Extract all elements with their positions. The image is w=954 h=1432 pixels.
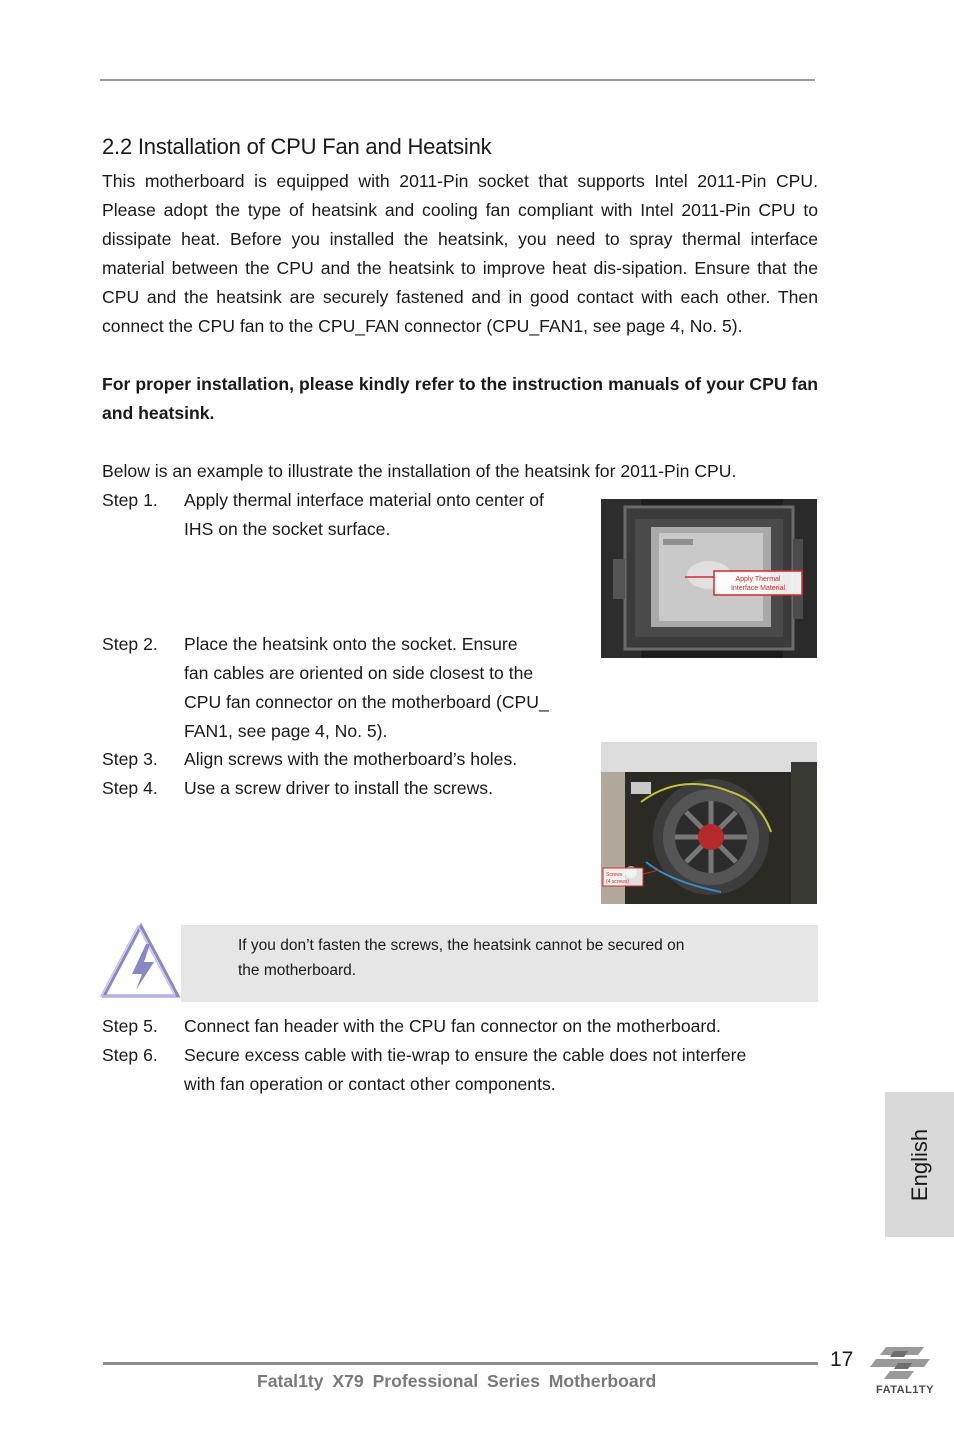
language-tab	[885, 1092, 954, 1237]
footer-title: Fatal1ty X79 Professional Series Motherboard	[257, 1371, 657, 1391]
step-line: Place the heatsink onto the socket. Ensure	[184, 634, 518, 654]
fatal1ty-logo	[864, 1341, 946, 1401]
step-4	[102, 774, 493, 803]
step-label: Step 3.	[102, 749, 158, 769]
language-tab-label: English	[906, 1128, 932, 1201]
warning-note	[238, 933, 758, 983]
step-3	[102, 745, 517, 774]
step-label: Step 5.	[102, 1016, 158, 1036]
step-line: Apply thermal interface material onto center of	[184, 490, 544, 510]
step-line: Align screws with the motherboard’s holes.	[184, 749, 518, 769]
step-label: Step 4.	[102, 778, 158, 798]
step-line: Connect fan header with the CPU fan connector on the motherboard.	[184, 1016, 721, 1036]
step-2	[102, 630, 549, 746]
step-line: FAN1, see page 4, No. 5).	[184, 721, 388, 741]
photo1-callout-line2: Interface Material	[730, 585, 786, 592]
step-line: fan cables are oriented on side closest to the	[184, 663, 534, 683]
step-label: Step 1.	[102, 490, 158, 510]
step-label: Step 2.	[102, 634, 158, 654]
step-label: Step 6.	[102, 1045, 158, 1065]
photo1-callout-line1: Apply Thermal	[735, 576, 781, 583]
warning-line: the motherboard.	[238, 962, 357, 979]
step-5	[102, 1012, 721, 1041]
logo-wordmark: FATAL1TY	[876, 1384, 934, 1396]
step-1	[102, 486, 544, 544]
step-line: CPU fan connector on the motherboard (CPU_	[184, 692, 549, 712]
step-6	[102, 1041, 746, 1099]
top-rule	[100, 79, 815, 81]
step-line: Use a screw driver to install the screws.	[184, 778, 493, 798]
step-line: IHS on the socket surface.	[184, 519, 391, 539]
photo2-callout-line1: Screws	[606, 872, 623, 878]
step-line: Secure excess cable with tie-wrap to ensure the cable does not interfere	[184, 1045, 747, 1065]
example-intro: Below is an example to illustrate the installation of the heatsink for 2011-Pin CPU.	[102, 461, 737, 481]
photo2-callout-line2: (4 screws)	[606, 879, 630, 885]
heatsink-photo	[601, 742, 817, 904]
cpu-socket-photo	[601, 499, 817, 658]
page-number: 17	[830, 1348, 854, 1371]
section-heading: 2.2 Installation of CPU Fan and Heatsink	[102, 134, 492, 159]
step-line: with fan operation or contact other components.	[184, 1074, 556, 1094]
bottom-rule	[103, 1362, 818, 1365]
intro-paragraph: This motherboard is equipped with 2011-Pin socket that supports Intel 2011-Pin CPU. Please adopt the type of heatsink and cooling fan compliant with Intel 2011-Pin CPU to dissipate heat. Before you installed the heatsink, you need to spray thermal interface material between the CPU and the heatsink to improve heat dis-sipation. Ensure that the CPU and the heatsink are securely fastened and in good contact with each other. Then connect the CPU fan to the CPU_FAN connector (CPU_FAN1, see page 4, No. 5).	[102, 171, 818, 336]
warning-icon	[100, 922, 182, 1000]
installation-note: For proper installation, please kindly refer to the instruction manuals of your CPU fan and heatsink.	[102, 374, 818, 423]
warning-line: If you don’t fasten the screws, the heatsink cannot be secured on	[238, 937, 685, 954]
